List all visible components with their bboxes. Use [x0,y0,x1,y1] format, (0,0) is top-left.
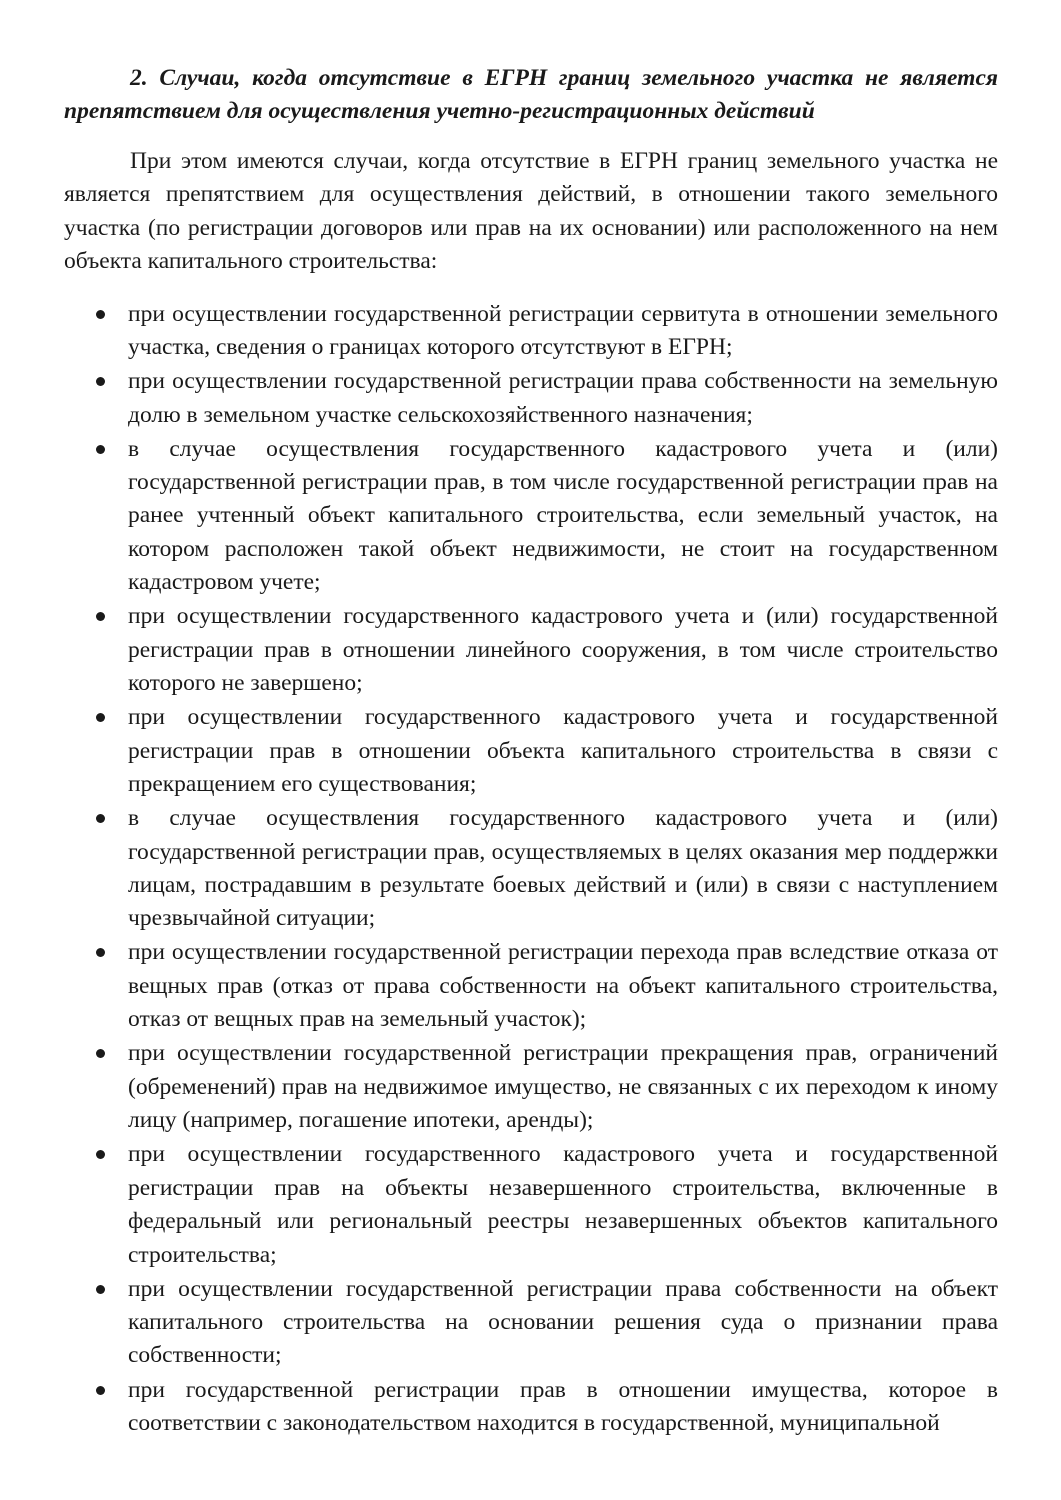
bullet-icon [96,814,105,823]
bullet-icon [96,948,105,957]
section-heading: 2. Случаи, когда отсутствие в ЕГРН границ земельного участка не является препятствием для осуществления учетно-регистрационных действий [64,65,998,124]
bullet-icon [96,1285,105,1294]
bullet-icon [96,1150,105,1159]
bullet-icon [96,1386,105,1395]
bullet-icon [96,445,105,454]
list-item-text: при осуществлении государственной регистрации сервитута в отношении земельного участка, сведения о границах которого отсутствуют в ЕГРН; [128,300,998,361]
list-item [64,1273,998,1373]
list-item-text: при осуществлении государственного кадастрового учета и (или) государственной регистрации прав в отношении линейного сооружения, в том числе строительство которого не завершено; [128,603,998,697]
list-item-text: при осуществлении государственной регистрации права собственности на земельную долю в земельном участке сельскохозяйственного назначения; [128,368,998,428]
bullet-icon [96,713,105,722]
list-item [64,1138,998,1272]
list-item [64,298,998,365]
list-item [64,802,998,936]
list-item-text: при осуществлении государственной регистрации перехода прав вследствие отказа от вещных прав (отказ от права собственности на объект капитального строительства, отказ от вещных прав на земельный участок); [128,939,998,1033]
list-item [64,936,998,1036]
list-item-text: в случае осуществления государственного кадастрового учета и (или) государственной регистрации прав, осуществляемых в целях оказания мер поддержки лицам, пострадавшим в результате боевых действий и (или) в связи с наступлением чрезвычайной ситуации; [128,805,998,932]
list-item-text: в случае осуществления государственного кадастрового учета и (или) государственной регистрации прав, в том числе государственной регистрации прав на ранее учтенный объект капитального строительства, если земельный участок, на котором расположен такой объект недвижимости, не стоит на государственном кадастровом учете; [128,435,998,596]
bullet-icon [96,1049,105,1058]
bullet-icon [96,310,105,319]
page-content [64,62,998,1441]
list-item [64,1037,998,1137]
list-item [64,1374,998,1441]
list-item-text: при государственной регистрации прав в отношении имущества, которое в соответствии с законодательством находится в государственной, муниципальной [128,1376,998,1436]
list-item-text: при осуществлении государственного кадастрового учета и государственной регистрации прав на объекты незавершенного строительства, включенные в федеральный или региональный реестры незавершенных объектов капитального строительства; [128,1141,998,1268]
bullet-icon [96,377,105,386]
list-item-text: при осуществлении государственной регистрации права собственности на объект капитального строительства на основании решения суда о признании права собственности; [128,1275,998,1369]
intro-paragraph: При этом имеются случаи, когда отсутствие в ЕГРН границ земельного участка не является препятствием для осуществления действий, в отношении такого земельного участка (по регистрации договоров или прав на их основании) или расположенного на нем объекта капитального строительства: [64,148,998,275]
cases-list [64,298,998,1441]
list-item [64,365,998,432]
list-item-text: при осуществлении государственного кадастрового учета и государственной регистрации прав в отношении объекта капитального строительства в связи с прекращением его существования; [128,704,998,798]
list-item [64,600,998,700]
list-item-text: при осуществлении государственной регистрации прекращения прав, ограничений (обременений) прав на недвижимое имущество, не связанных с их переходом к иному лицу (например, погашение ипотеки, аренды); [128,1040,998,1134]
bullet-icon [96,612,105,621]
list-item [64,433,998,600]
list-item [64,701,998,801]
